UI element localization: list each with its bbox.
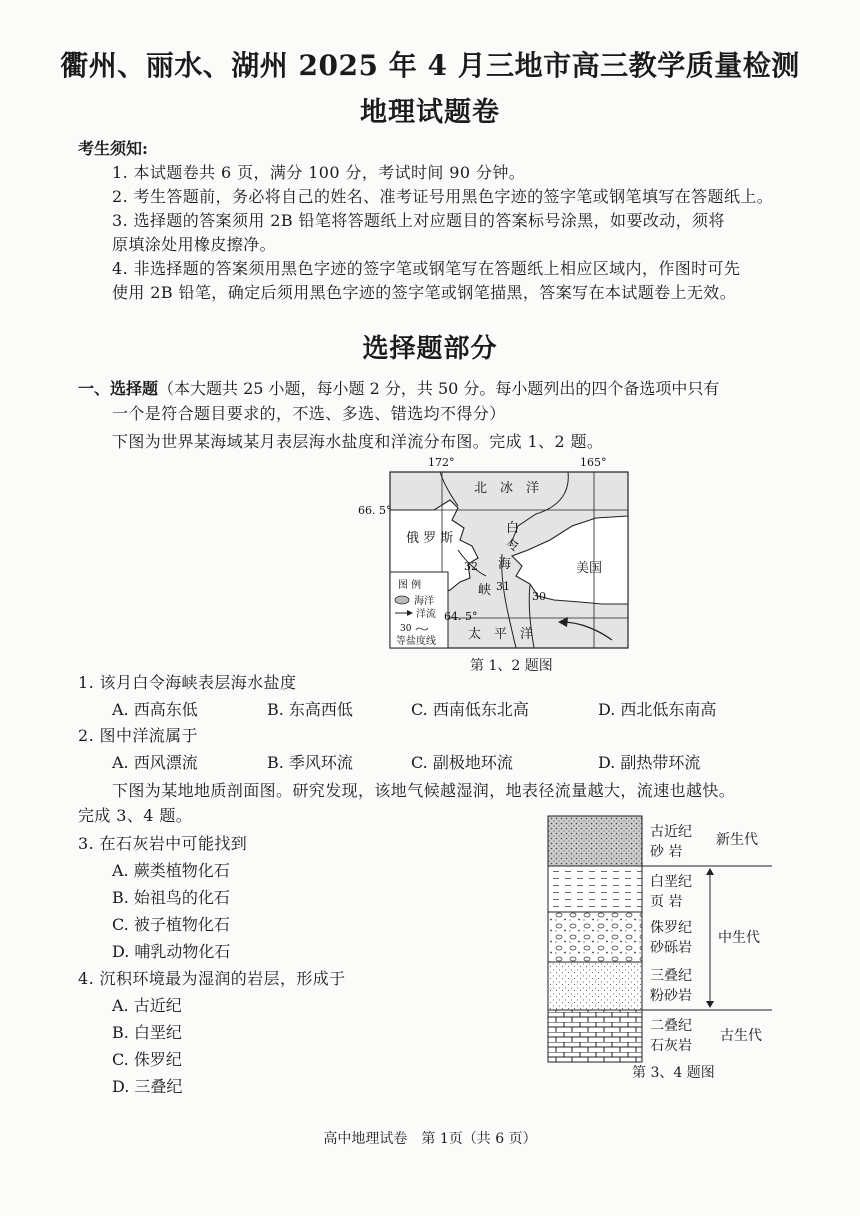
layer-label-period: 白垩纪 xyxy=(650,874,692,890)
label-bering: 令 xyxy=(506,539,520,554)
question-4-stem: 4. 沉积环境最为湿润的岩层，形成于 xyxy=(78,969,346,988)
salinity-current-map xyxy=(340,454,640,659)
part-desc: （本大题共 25 小题，每小题 2 分，共 50 分。每小题列出的四个备选项中只有 xyxy=(158,379,720,398)
label-arctic-ocean: 北 冰 洋 xyxy=(474,481,540,496)
notice-line: 使用 2B 铅笔，确定后须用黑色字迹的签字笔或钢笔描黑，答案写在本试题卷上无效。 xyxy=(112,283,737,302)
layer-label-period: 二叠纪 xyxy=(650,1018,692,1034)
q2-option-a[interactable]: A. 西风漂流 xyxy=(112,753,198,772)
notice-line: 2. 考生答题前，务必将自己的姓名、准考证号用黑色字迹的签字笔或钢笔填写在答题纸上。 xyxy=(112,187,774,206)
map-svg xyxy=(340,454,640,659)
label-pacific: 太 平 洋 xyxy=(468,627,534,642)
map-caption: 第 1、2 题图 xyxy=(470,658,553,674)
label-russia: 俄 罗 斯 xyxy=(406,531,454,546)
layer-label-rock: 砂 岩 xyxy=(650,844,683,860)
layer-jurassic-conglomerate xyxy=(548,912,642,962)
q3-option-d[interactable]: D. 哺乳动物化石 xyxy=(112,942,231,961)
layer-label-rock: 砂砾岩 xyxy=(650,940,692,956)
legend-isohaline-label: 等盐度线 xyxy=(396,636,436,647)
q3-option-c[interactable]: C. 被子植物化石 xyxy=(112,915,230,934)
layer-label-rock: 石灰岩 xyxy=(650,1038,692,1054)
bracket-arrow-up xyxy=(706,868,714,875)
notice-line: 1. 本试题卷共 6 页，满分 100 分，考试时间 90 分钟。 xyxy=(112,163,526,182)
exam-subtitle: 地理试题卷 xyxy=(360,97,500,128)
q3-option-b[interactable]: B. 始祖鸟的化石 xyxy=(112,888,230,907)
part-header xyxy=(78,376,719,399)
q4-option-b[interactable]: B. 白垩纪 xyxy=(112,1023,182,1042)
q4-option-c[interactable]: C. 侏罗纪 xyxy=(112,1050,182,1069)
layer-label-period: 古近纪 xyxy=(650,824,692,840)
layer-label-period: 侏罗纪 xyxy=(650,920,692,936)
intro-q3-q4: 下图为某地地质剖面图。研究发现，该地气候越湿润，地表径流量越大，流速也越快。 xyxy=(112,781,736,800)
layer-permian-limestone xyxy=(548,1010,642,1062)
strata-svg xyxy=(540,812,780,1068)
layer-cretaceous-shale xyxy=(548,866,642,912)
isohaline-label-31: 31 xyxy=(496,580,510,593)
intro-q1-q2: 下图为世界某海域某月表层海水盐度和洋流分布图。完成 1、2 题。 xyxy=(112,432,604,451)
q2-option-d[interactable]: D. 副热带环流 xyxy=(598,753,701,772)
part-label: 一、选择题 xyxy=(78,379,159,398)
q2-option-b[interactable]: B. 季风环流 xyxy=(267,753,353,772)
q3-option-a[interactable]: A. 蕨类植物化石 xyxy=(112,861,230,880)
layer-paleogene-sandstone xyxy=(548,816,642,866)
legend-current-label: 洋流 xyxy=(416,609,436,620)
label-bering: 海 xyxy=(498,557,512,572)
lat-label-665: 66. 5° xyxy=(358,504,392,517)
intro-q3-q4-cont: 完成 3、4 题。 xyxy=(78,806,193,825)
question-2-stem: 2. 图中洋流属于 xyxy=(78,726,198,745)
q1-option-d[interactable]: D. 西北低东南高 xyxy=(598,700,717,719)
page-footer: 高中地理试卷 第 1页（共 6 页） xyxy=(323,1131,537,1147)
part-desc-cont: 一个是符合题目要求的，不选、多选、错选均不得分） xyxy=(112,404,506,423)
q1-option-b[interactable]: B. 东高西低 xyxy=(267,700,353,719)
q1-option-c[interactable]: C. 西南低东北高 xyxy=(411,700,529,719)
q2-option-c[interactable]: C. 副极地环流 xyxy=(411,753,513,772)
label-usa: 美国 xyxy=(576,561,603,576)
era-label-mesozoic: 中生代 xyxy=(718,930,760,946)
notice-line: 4. 非选择题的答案须用黑色字迹的签字笔或钢笔写在答题纸上相应区域内，作图时可先 xyxy=(112,259,741,278)
notice-heading: 考生须知: xyxy=(78,139,148,158)
bracket-arrow-down xyxy=(706,1001,714,1008)
section-title: 选择题部分 xyxy=(362,334,498,364)
legend-title: 图 例 xyxy=(398,580,422,591)
legend-ocean-swatch xyxy=(395,596,409,604)
legend-ocean-label: 海洋 xyxy=(414,596,434,607)
label-bering: 峡 xyxy=(478,583,492,598)
exam-title: 衢州、丽水、湖州 2025 年 4 月三地市高三教学质量检测 xyxy=(60,49,800,82)
q1-option-a[interactable]: A. 西高东低 xyxy=(112,700,198,719)
question-3-stem: 3. 在石灰岩中可能找到 xyxy=(78,834,248,853)
lon-label-172: 172° xyxy=(428,456,455,469)
isohaline-label-32: 32 xyxy=(464,560,478,573)
question-1-stem: 1. 该月白令海峡表层海水盐度 xyxy=(78,673,297,692)
layer-label-rock: 粉砂岩 xyxy=(650,988,692,1004)
lat-label-645: 64. 5° xyxy=(444,610,478,623)
lon-label-165: 165° xyxy=(580,456,607,469)
era-label-paleozoic: 古生代 xyxy=(720,1028,762,1044)
notice-line: 原填涂处用橡皮擦净。 xyxy=(112,235,277,254)
notice-line: 3. 选择题的答案须用 2B 铅笔将答题纸上对应题目的答案标号涂黑，如要改动，须将 xyxy=(112,211,725,230)
geologic-section xyxy=(540,812,780,1068)
layer-triassic-siltstone xyxy=(548,962,642,1010)
legend-isohaline-value: 30 xyxy=(400,624,412,634)
q4-option-d[interactable]: D. 三叠纪 xyxy=(112,1077,183,1096)
strata-caption: 第 3、4 题图 xyxy=(632,1065,715,1081)
era-label-cenozoic: 新生代 xyxy=(716,832,758,848)
label-bering: 白 xyxy=(506,521,520,536)
layer-label-period: 三叠纪 xyxy=(650,968,692,984)
layer-label-rock: 页 岩 xyxy=(650,894,683,910)
q4-option-a[interactable]: A. 古近纪 xyxy=(112,996,182,1015)
isohaline-label-30: 30 xyxy=(532,590,546,603)
